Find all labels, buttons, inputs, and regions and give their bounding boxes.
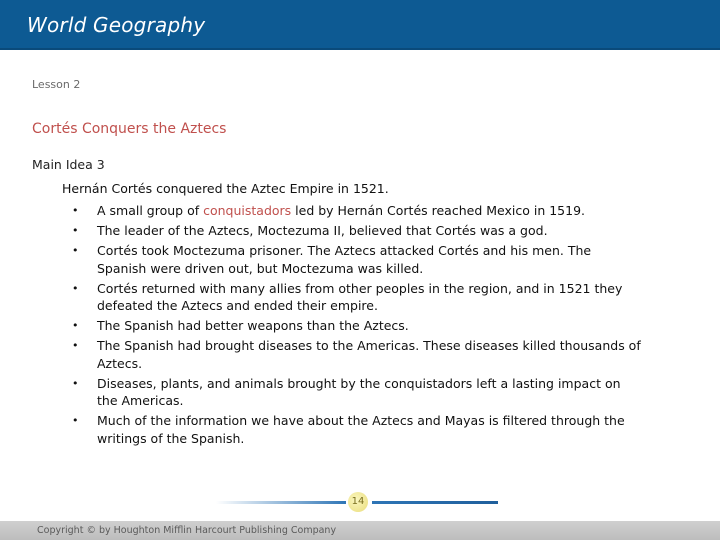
page-divider-left — [216, 501, 346, 504]
main-idea-heading: Main Idea 3 — [32, 157, 105, 172]
bullet-icon: • — [72, 281, 79, 295]
bullet-item — [72, 222, 642, 240]
bullet-text: A small group of conquistadors led by Hernán Cortés reached Mexico in 1519. — [97, 203, 585, 218]
bullet-icon: • — [72, 204, 79, 217]
bullet-item — [72, 202, 642, 220]
bullet-icon: • — [72, 244, 79, 257]
bullet-item — [72, 280, 642, 315]
bullet-text: Cortés took Moctezuma prisoner. The Aztecs attacked Cortés and his men. The Spanish were driven out, but Moctezuma was killed. — [97, 243, 592, 276]
bullet-text: The Spanish had brought diseases to the Americas. These diseases killed thousands of Aztecs. — [97, 338, 641, 371]
bullet-icon: • — [72, 339, 79, 352]
bullet-icon: • — [72, 414, 79, 427]
bullet-icon: • — [72, 376, 79, 390]
page-number: 14 — [348, 492, 368, 512]
header-title: World Geography — [27, 13, 206, 37]
page-divider-right — [372, 501, 498, 504]
bullet-text: Cortés returned with many allies from other peoples in the region, and in 1521 they defeated the Aztecs and ended their empire. — [97, 280, 623, 313]
bullet-item — [72, 317, 642, 335]
copyright-text: Copyright © by Houghton Mifflin Harcourt Publishing Company — [37, 525, 337, 536]
bullet-list — [72, 202, 642, 450]
lesson-label: Lesson 2 — [32, 78, 81, 91]
bullet-text: The Spanish had better weapons than the Aztecs. — [97, 318, 409, 333]
footer-bar — [0, 521, 720, 540]
slide-title: Cortés Conquers the Aztecs — [32, 121, 227, 137]
bullet-text: Diseases, plants, and animals brought by the conquistadors left a lasting impact on the Americas. — [97, 375, 621, 408]
intro-text: Hernán Cortés conquered the Aztec Empire in 1521. — [62, 181, 389, 196]
bullet-item — [72, 242, 642, 277]
bullet-text: Much of the information we have about the Aztecs and Mayas is filtered through the writings of the Spanish. — [97, 413, 625, 446]
bullet-icon: • — [72, 224, 79, 237]
header-bar — [0, 0, 720, 50]
bullet-item — [72, 337, 642, 372]
highlighted-term: conquistadors — [203, 203, 292, 218]
bullet-icon: • — [72, 319, 79, 332]
bullet-item — [72, 375, 642, 410]
bullet-item — [72, 412, 642, 447]
bullet-text: The leader of the Aztecs, Moctezuma II, believed that Cortés was a god. — [97, 223, 548, 238]
